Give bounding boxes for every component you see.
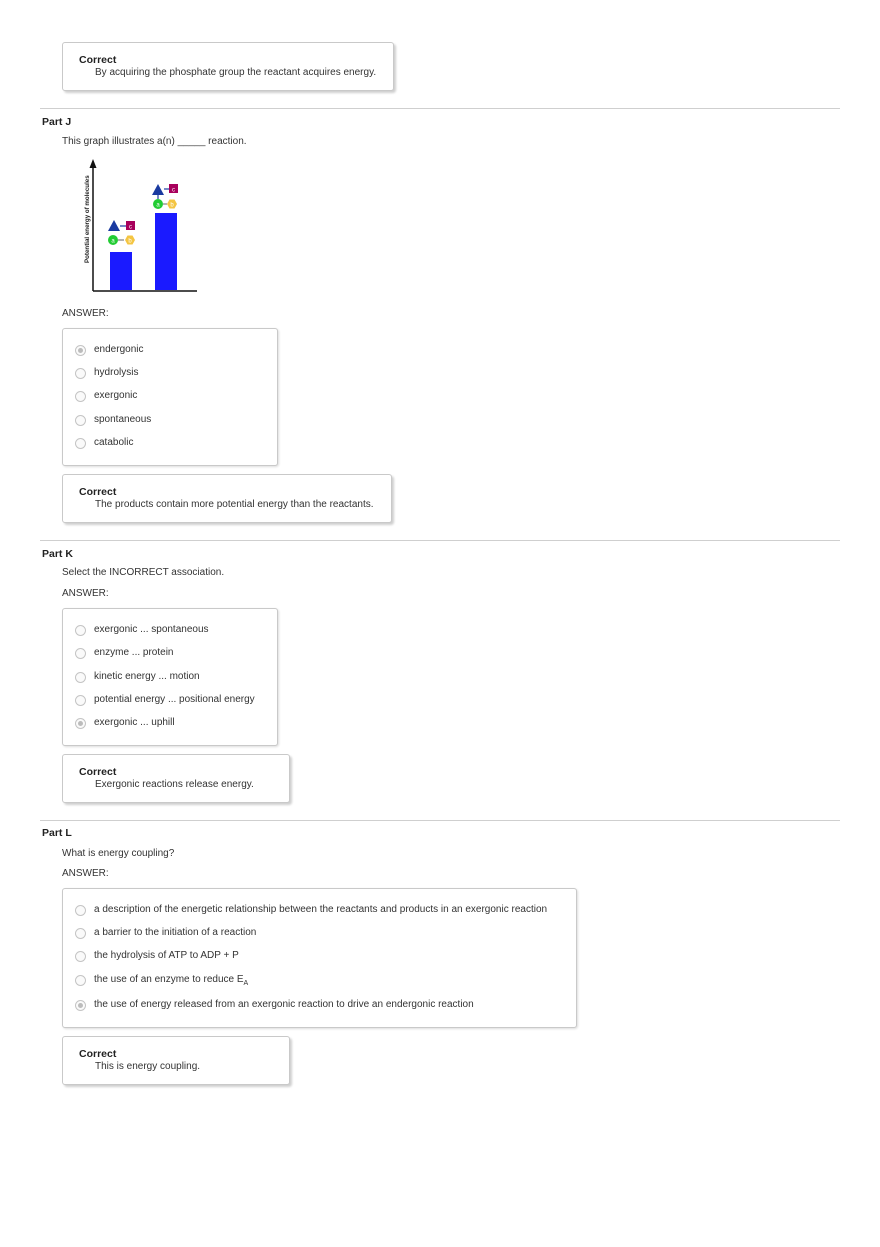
svg-text:c: c [172, 187, 175, 194]
reactant-molecules [108, 220, 135, 245]
part-l-question: What is energy coupling? [62, 848, 175, 859]
svg-text:c: c [129, 224, 132, 231]
svg-text:b: b [128, 238, 132, 245]
radio-button[interactable] [75, 975, 86, 986]
feedback-box-part-j [62, 474, 392, 523]
part-k-title: Part K [42, 548, 73, 560]
feedback-title: Correct [79, 486, 117, 498]
radio-button-selected[interactable] [75, 1000, 86, 1011]
part-j-answer-label: ANSWER: [62, 308, 109, 319]
radio-button[interactable] [75, 438, 86, 449]
feedback-title: Correct [79, 766, 117, 778]
bar-products [155, 213, 177, 290]
feedback-box-part-l [62, 1036, 290, 1085]
part-j-title: Part J [42, 116, 72, 128]
subscript-a: A [243, 980, 249, 987]
radio-button[interactable] [75, 672, 86, 683]
part-l-answer-label: ANSWER: [62, 868, 109, 879]
radio-button[interactable] [75, 695, 86, 706]
svg-text:a: a [111, 238, 115, 245]
graph-y-axis-arrow [90, 159, 97, 168]
radio-button[interactable] [75, 905, 86, 916]
feedback-title: Correct [79, 54, 117, 66]
part-l-title: Part L [42, 827, 72, 839]
radio-button[interactable] [75, 415, 86, 426]
radio-button-selected[interactable] [75, 718, 86, 729]
feedback-message: By acquiring the phosphate group the reactant acquires energy. [95, 67, 377, 78]
part-k-question: Select the INCORRECT association. [62, 567, 225, 578]
part-k-answer-label: ANSWER: [62, 588, 109, 599]
divider [40, 108, 840, 109]
energy-graph [78, 155, 203, 297]
svg-text:b: b [170, 202, 174, 209]
divider [40, 540, 840, 541]
svg-text:a: a [156, 202, 160, 209]
graph-y-axis-label: Potential energy of molecules [84, 175, 91, 263]
radio-button[interactable] [75, 368, 86, 379]
part-k-answer-box: exergonic ... spontaneous enzyme ... protein kinetic energy ... motion potential energy ... positional energy exergonic ... uphill [62, 608, 278, 746]
feedback-box-part-k [62, 754, 290, 803]
radio-button-selected[interactable] [75, 345, 86, 356]
radio-button[interactable] [75, 951, 86, 962]
part-j-answer-box: endergonic hydrolysis exergonic spontaneous catabolic [62, 328, 278, 466]
radio-button[interactable] [75, 391, 86, 402]
part-l-answer-box: a description of the energetic relationship between the reactants and products in an exergonic reaction a barrier to the initiation of a reaction the hydrolysis of ATP to ADP + P the use of an enzyme to reduce $E_A$ the use of energy released from an exergonic reaction to drive an endergonic reaction [62, 888, 577, 1028]
bar-reactants [110, 252, 132, 290]
divider [40, 820, 840, 821]
radio-button[interactable] [75, 625, 86, 636]
feedback-message: The products contain more potential energy than the reactants. [95, 499, 374, 510]
feedback-message: This is energy coupling. [95, 1061, 201, 1072]
part-j-question: This graph illustrates a(n) _____ reaction. [62, 136, 247, 147]
product-molecules [152, 184, 178, 209]
feedback-box-part-i [62, 42, 394, 91]
feedback-title: Correct [79, 1048, 117, 1060]
radio-button[interactable] [75, 648, 86, 659]
feedback-message: Exergonic reactions release energy. [95, 779, 254, 790]
radio-button[interactable] [75, 928, 86, 939]
